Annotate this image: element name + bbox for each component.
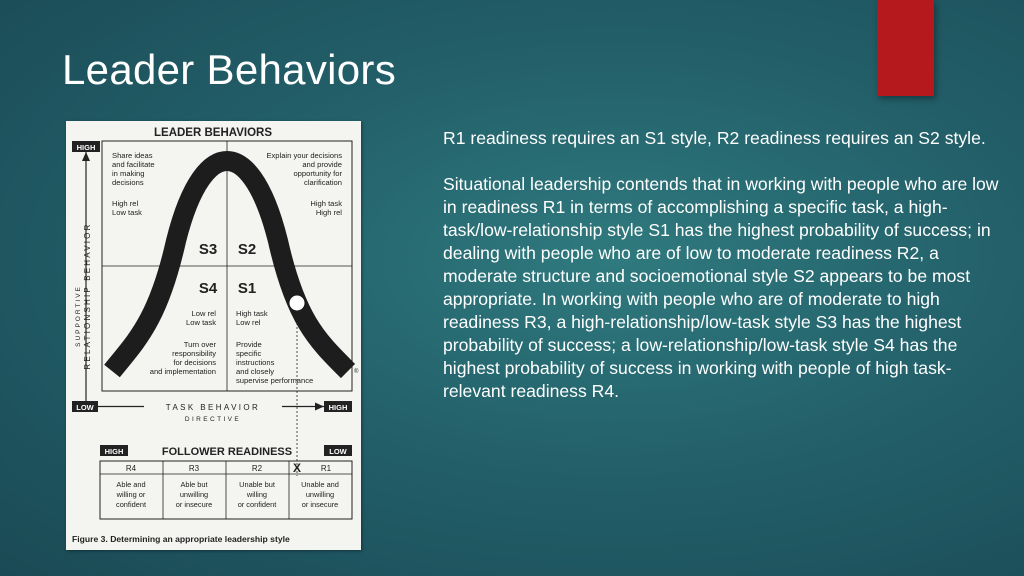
figure-caption: Figure 3. Determining an appropriate leadership style	[72, 534, 290, 544]
s1-desc-line: supervise performance	[236, 376, 314, 385]
readiness-code: R1	[320, 464, 332, 473]
s2-desc-line: opportunity for	[293, 169, 342, 178]
x-axis-sublabel: DIRECTIVE	[184, 416, 242, 423]
readiness-desc-line: confident	[116, 500, 146, 509]
s2-desc-line: and provide	[302, 160, 342, 169]
leadership-diagram	[66, 121, 361, 550]
readiness-desc-line: unwilling	[179, 490, 209, 499]
y-axis-label: RELATIONSHIP BEHAVIOR	[83, 222, 92, 370]
readiness-desc-line: or insecure	[175, 500, 213, 509]
y-axis-arrow	[82, 152, 90, 161]
situational-leadership-figure	[66, 121, 361, 550]
readiness-desc-line: willing	[246, 490, 268, 499]
slide-title: Leader Behaviors	[62, 46, 397, 93]
s4-rel-line: Low task	[186, 318, 216, 327]
readiness-desc-line: unwilling	[305, 490, 335, 499]
s4-rel-line: Low rel	[191, 309, 216, 318]
readiness-high-label: HIGH	[104, 447, 124, 456]
s1-rel-line: High task	[236, 309, 268, 318]
readiness-desc-line: Unable but	[239, 480, 275, 489]
x-axis-arrow	[315, 403, 324, 411]
style-code-s2: S2	[237, 241, 257, 258]
high-label-right: HIGH	[328, 403, 348, 412]
low-label-left: LOW	[76, 403, 94, 412]
readiness-title: FOLLOWER READINESS	[161, 446, 293, 458]
s2-desc-line: Explain your decisions	[266, 151, 342, 160]
body-paragraph: Situational leadership contends that in working with people who are low in readiness R1 in terms of accomplishing a specific task, a high-task/low-relationship style S1 has the highest probability of success; in dealing with people who are of low to moderate readiness R2, a moderate structure and socioemotional style S2 appears to be most appropriate. In working with people who are of moderate to high readiness R3, a high-relationship/low-task style S3 has the highest probability of success; a low-relationship/low-task style S4 has the highest probability of success in working with people of high task-relevant readiness R4.	[443, 174, 999, 401]
s1-desc-line: instructions	[236, 358, 275, 367]
y-axis-top-label: SUPPORTIVE	[75, 285, 82, 347]
s3-desc-line: Share ideas	[112, 151, 153, 160]
style-code-s3: S3	[198, 241, 218, 258]
s1-desc-line: specific	[236, 349, 262, 358]
s3-rel-line: High rel	[112, 199, 139, 208]
high-label: HIGH	[76, 143, 96, 152]
readiness-code: R2	[251, 464, 263, 473]
readiness-desc-line: Able but	[180, 480, 208, 489]
readiness-descriptions	[116, 480, 339, 509]
s4-desc-line: and implementation	[149, 367, 216, 376]
readiness-desc-line: or insecure	[301, 500, 339, 509]
readiness-low-label: LOW	[329, 447, 347, 456]
s4-desc-line: responsibility	[172, 349, 216, 358]
s3-rel-line: Low task	[112, 208, 142, 217]
s4-desc-line: Turn over	[183, 340, 216, 349]
s3-desc-line: decisions	[112, 178, 144, 187]
s3-desc-line: in making	[112, 169, 145, 178]
figure-heading: LEADER BEHAVIORS	[154, 127, 272, 139]
readiness-desc-line: or confident	[237, 500, 277, 509]
readiness-code: R4	[125, 464, 137, 473]
s2-desc-line: clarification	[304, 178, 342, 187]
s2-rel-line: High task	[310, 199, 342, 208]
s1-desc-line: Provide	[236, 340, 262, 349]
slide-body	[443, 127, 1003, 426]
registered-mark: ®	[354, 369, 359, 375]
style-code-s1: S1	[237, 280, 257, 297]
quadrant-s3-description	[112, 151, 155, 217]
accent-bar	[877, 0, 934, 96]
style-code-s4: S4	[198, 280, 218, 297]
readiness-desc-line: Able and	[116, 480, 146, 489]
s2-rel-line: High rel	[315, 208, 342, 217]
s1-rel-line: Low rel	[236, 318, 261, 327]
s1-desc-line: and closely	[236, 367, 274, 376]
readiness-mark: X	[292, 461, 302, 475]
body-paragraph: R1 readiness requires an S1 style, R2 readiness requires an S2 style.	[443, 128, 986, 148]
s3-desc-line: and facilitate	[112, 160, 155, 169]
readiness-desc-line: willing or	[116, 490, 146, 499]
x-axis-label: TASK BEHAVIOR	[165, 403, 261, 412]
readiness-code: R3	[188, 464, 200, 473]
readiness-desc-line: Unable and	[301, 480, 339, 489]
s4-desc-line: for decisions	[173, 358, 216, 367]
position-marker	[289, 295, 305, 311]
